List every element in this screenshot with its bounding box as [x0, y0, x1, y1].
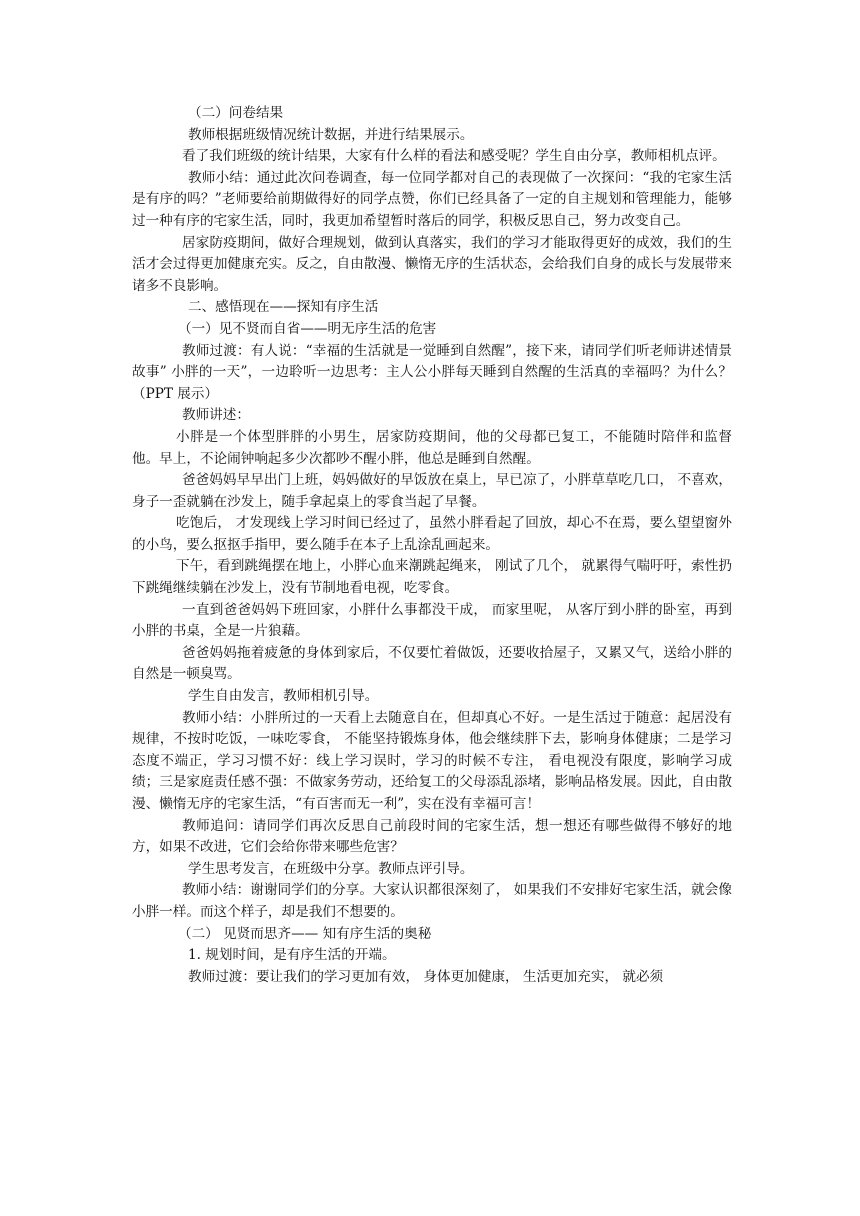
paragraph: 学生自由发言，教师相机引导。 — [188, 688, 379, 705]
section-heading-questionnaire-results: （二）问卷结果 — [188, 105, 284, 121]
paragraph: 吃饱后， 才发现线上学习时间已经过了，虽然小胖看起了回放，却心不在焉，要么望望窗外的小鸟，要么抠抠手指甲，要么随手在本子上乱涂乱画起来。 — [132, 515, 732, 553]
list-item-heading: 1. 规划时间，是有序生活的开端。 — [188, 947, 396, 964]
paragraph: 教师过渡：要让我们的学习更加有效， 身体更加健康， 生活更加充实， 就必须 — [188, 968, 664, 985]
document-body — [132, 103, 732, 988]
section-heading-feel-present: 二、感悟现在——探知有序生活 — [188, 299, 379, 316]
paragraph: 居家防疫期间，做好合理规划，做到认真落实，我们的学习才能取得更好的成效，我们的生活才会过得更加健康充实。反之，自由散漫、懒惰无序的生活状态，会给我们自身的成长与发展带来诸多不良影响。 — [132, 234, 732, 294]
paragraph: 教师小结：小胖所过的一天看上去随意自在，但却真心不好。一是生活过于随意：起居没有规律，不按时吃饭，一味吃零食， 不能坚持锻炼身体，他会继续胖下去，影响身体健康；二是学习态度不端正，学习习惯不好：线上学习误时，学习的时候不专注， 看电视没有限度，影响学习成绩；三是家庭责任感不强：不做家务劳动，还给复工的父母添乱添堵，影响品格发展。因此，自由散漫、懒惰无序的宅家生活，“有百害而无一利”，实在没有幸福可言！ — [132, 709, 732, 812]
paragraph: 一直到爸爸妈妈下班回家，小胖什么事都没干成， 而家里呢， 从客厅到小胖的卧室，再到小胖的书桌，全是一片狼藉。 — [132, 601, 732, 640]
paragraph: 教师过渡：有人说：“幸福的生活就是一觉睡到自然醒”，接下来，请同学们听老师讲述情景故事” 小胖的一天”，一边聆听一边思考：主人公小胖每天睡到自然醒的生活真的幸福吗？为什么？（PPT 展示） — [132, 342, 732, 402]
paragraph: 教师小结：通过此次问卷调查，每一位同学都对自己的表现做了一次探问：“我的宅家生活是有序的吗？”老师要给前期做得好的同学点赞，你们已经具备了一定的自主规划和管理能力，能够过一种有序的宅家生活，同时，我更加希望暂时落后的同学，积极反思自己，努力改变自己。 — [132, 169, 732, 229]
subsection-heading-secret-of-order: （二） 见贤而思齐—— 知有序生活的奥秘 — [178, 925, 432, 942]
subsection-heading-harm-of-disorder: （一）见不贤而自省——明无序生活的危害 — [178, 320, 437, 337]
paragraph: 下午，看到跳绳摆在地上，小胖心血来潮跳起绳来， 刚试了几个， 就累得气喘吁吁，索性扔下跳绳继续躺在沙发上，没有节制地看电视，吃零食。 — [132, 558, 732, 597]
paragraph: 小胖是一个体型胖胖的小男生，居家防疫期间，他的父母都已复工，不能随时陪伴和监督他。早上，不论闹钟响起多少次都吵不醒小胖，他总是睡到自然醒。 — [132, 428, 732, 467]
paragraph: 教师讲述： — [182, 407, 250, 424]
paragraph: 学生思考发言，在班级中分享。教师点评引导。 — [188, 860, 474, 877]
paragraph: 爸爸妈妈早早出门上班，妈妈做好的早饭放在桌上，早已凉了，小胖草草吃几口， 不喜欢，身子一歪就躺在沙发上，随手拿起桌上的零食当起了早餐。 — [132, 472, 732, 510]
paragraph: 教师小结：谢谢同学们的分享。大家认识都很深刻了， 如果我们不安排好宅家生活，就会像小胖一样。而这个样子，却是我们不想要的。 — [132, 882, 732, 920]
paragraph: 看了我们班级的统计结果，大家有什么样的看法和感受呢？学生自由分享，教师相机点评。 — [182, 148, 726, 165]
paragraph: 爸爸妈妈拖着疲惫的身体到家后，不仅要忙着做饭，还要收拾屋子，又累又气，送给小胖的自然是一顿臭骂。 — [132, 644, 732, 683]
paragraph: 教师追问：请同学们再次反思自己前段时间的宅家生活，想一想还有哪些做得不够好的地方，如果不改进，它们会给你带来哪些危害？ — [132, 817, 732, 856]
paragraph: 教师根据班级情况统计数据，并进行结果展示。 — [188, 126, 474, 143]
